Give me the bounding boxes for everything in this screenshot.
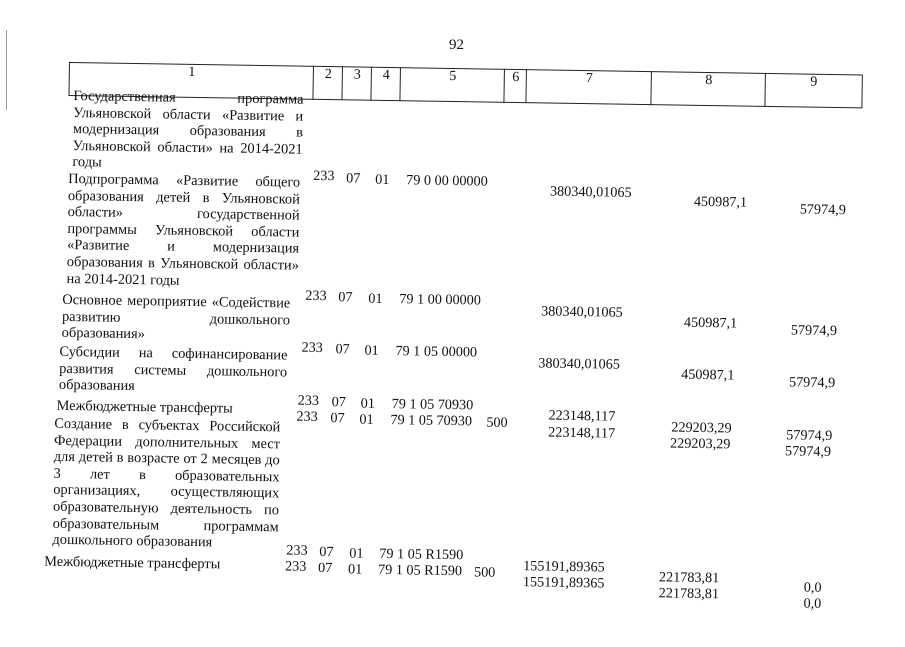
header-col-2: 2 — [312, 66, 343, 100]
cell-col-2: 233 — [305, 287, 327, 305]
cell-col-3: 07 — [319, 543, 334, 561]
header-col-4: 4 — [370, 67, 401, 101]
cell-col-3: 07 — [317, 559, 333, 577]
cell-col-5: 79 1 05 70930 — [390, 412, 473, 430]
cell-col-7: 155191,89365 — [523, 558, 605, 576]
cell-col-2: 233 — [313, 167, 335, 185]
cell-col-2: 233 — [296, 408, 318, 425]
cell-col-4: 01 — [364, 342, 379, 359]
cell-col-3: 07 — [331, 394, 347, 411]
row-name: Создание в субъектах Российской Федерации дополнительных мест для детей в возрасте от 2 месяцев до 3 лет в образовательных организациях, осуществляющих образовательную деятельность по образовательным программам дошкольного образования — [52, 415, 281, 551]
header-col-5: 5 — [399, 67, 505, 103]
cell-col-5: 79 1 05 70930 — [391, 396, 474, 414]
cell-col-8: 450987,1 — [683, 314, 738, 332]
cell-col-8: 450987,1 — [681, 366, 735, 384]
cell-col-2: 233 — [286, 542, 308, 559]
cell-col-8: 229203,29 — [671, 419, 732, 437]
cell-col-2: 233 — [284, 558, 307, 575]
row-name: Основное мероприятие «Содействие развитию дошкольного образования» — [61, 291, 291, 343]
row-name: Межбюджетные трансферты — [56, 397, 233, 417]
cell-col-8: 229203,29 — [669, 435, 731, 453]
page-number: 92 — [449, 37, 464, 53]
cell-col-4: 01 — [375, 171, 390, 189]
cell-col-2: 233 — [297, 392, 320, 409]
cell-col-7: 380340,01065 — [538, 355, 621, 373]
cell-col-9: 57974,9 — [784, 443, 832, 461]
row-name: Субсидии на софинансирование развития системы дошкольного образования — [58, 343, 288, 395]
cell-col-9: 0,0 — [803, 579, 822, 596]
cell-col-7: 380340,01065 — [541, 303, 623, 321]
cell-col-7: 223148,117 — [548, 407, 616, 425]
cell-col-9: 57974,9 — [786, 427, 833, 445]
cell-col-4: 01 — [360, 395, 375, 412]
cell-col-8: 221783,81 — [658, 585, 720, 603]
cell-col-9: 57974,9 — [799, 201, 847, 219]
cell-col-3: 07 — [335, 341, 350, 358]
header-col-3: 3 — [341, 66, 372, 100]
cell-col-4: 01 — [347, 561, 363, 578]
cell-col-4: 01 — [349, 545, 364, 562]
cell-col-5: 79 1 05 R1590 — [377, 561, 463, 580]
cell-col-3: 07 — [330, 410, 345, 427]
cell-col-6: 500 — [473, 564, 496, 581]
header-col-6: 6 — [503, 69, 527, 103]
cell-col-8: 450987,1 — [693, 193, 748, 211]
row-name: Подпрограмма «Развитие общего образования детей в Ульяновской области» государственной программы Ульяновской области «Развитие и модернизация образования в Ульяновской области» на 2014-2021 годы — [66, 170, 301, 289]
cell-col-6: 500 — [486, 414, 508, 431]
cell-col-4: 01 — [359, 411, 374, 428]
cell-col-5: 79 1 05 00000 — [395, 343, 478, 361]
cell-col-9: 57974,9 — [788, 374, 836, 392]
cell-col-7: 223148,117 — [548, 424, 616, 442]
cell-col-7: 380340,01065 — [549, 183, 632, 201]
cell-col-9: 0,0 — [803, 595, 822, 612]
header-col-9: 9 — [764, 73, 863, 109]
cell-col-4: 01 — [368, 290, 383, 307]
header-col-8: 8 — [650, 71, 766, 107]
cell-col-5: 79 0 00 00000 — [406, 172, 488, 190]
header-col-7: 7 — [525, 69, 652, 105]
cell-col-3: 07 — [338, 289, 353, 306]
cell-col-2: 233 — [301, 339, 323, 357]
cell-col-5: 79 1 00 00000 — [399, 291, 482, 309]
cell-col-9: 57974,9 — [790, 322, 838, 340]
cell-col-5: 79 1 05 R1590 — [379, 545, 464, 564]
row-name: Межбюджетные трансферты — [44, 553, 221, 573]
header-col-1: 1 — [68, 62, 314, 100]
cell-col-3: 07 — [346, 170, 361, 187]
row-name: Государственная программа Ульяновской области «Развитие и модернизация образования в Ульяновской области» на 2014-2021 годы — [72, 88, 304, 171]
cell-col-7: 155191,89365 — [522, 574, 605, 592]
cell-col-8: 221783,81 — [658, 569, 720, 587]
